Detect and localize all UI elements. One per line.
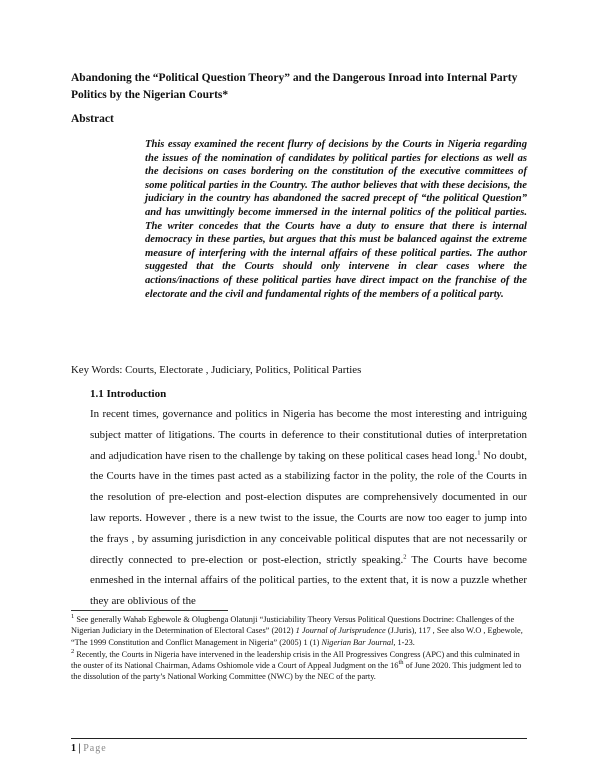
footnote-2 — [71, 649, 527, 683]
keywords: Key Words: Courts, Electorate , Judiciary, Politics, Political Parties — [71, 364, 362, 376]
footnote-2-text-b: of June 2020. This judgment led to the dissolution of the party’s National Working Committee (NWC) by the NEC of the party. — [71, 661, 522, 682]
body-text-2: No doubt, the Courts have in the times past acted as a stabilizing factor in the polity, the role of the Courts in the resolution of pre-election and post-election disputes are comprehensively documented in our law reports. However , there is a new twist to the issue, the Courts are now too eager to jump into the frays , by assuming jurisdiction in any conceivable political disputes that are not necessarily or directly connected to pre-election or post-election, strictly speaking. — [90, 449, 527, 566]
footnote-2-ordinal: th — [398, 659, 404, 667]
footnote-1-text-e: 1-23. — [395, 637, 415, 647]
footnote-1-journal: 1 Journal of Jurisprudence — [295, 626, 386, 636]
abstract-heading: Abstract — [71, 113, 114, 125]
footer-separator: | — [76, 743, 84, 754]
footnote-1-journal-2: Nigerian Bar Journal, — [321, 637, 396, 647]
section-heading: 1.1 Introduction — [90, 388, 167, 400]
body-paragraph — [90, 404, 527, 612]
page-number: 1 — [71, 743, 76, 754]
footnote-ref-1[interactable]: 1 — [477, 448, 481, 456]
abstract-text: This essay examined the recent flurry of decisions by the Courts in Nigeria regarding the issues of the nomination of candidates by political parties for elections as well as the decisions on cases bordering on the constitution of the executive committees of some political parties in the Country. The author believes that with these decisions, the judiciary in the country has abandoned the sacred precept of “the political Question” and has unwittingly become immersed in the internal politics of the political parties. The writer concedes that the Courts have a duty to ensure that there is internal democracy in these parties, but argues that this must be balanced against the extreme measure of interfering with the internal affairs of these political parties. The author suggested that the Courts should only intervene in clear cases where the actions/inactions of these political parties have direct impact on the franchise of the electorate and the civil and fundamental rights of the members of a political party. — [145, 139, 527, 300]
page-label: Page — [83, 743, 107, 754]
footnote-1 — [71, 614, 527, 648]
footnotes — [71, 614, 527, 684]
body-text-3: The Courts have become enmeshed in the internal affairs of the political parties, to the extent that, it is now a puzzle whether they are oblivious of the — [90, 553, 527, 608]
footnote-1-number: 1 — [71, 613, 75, 621]
footnote-2-number: 2 — [71, 648, 75, 656]
footer-divider — [71, 738, 527, 739]
body-text-1: In recent times, governance and politics in Nigeria has become the most interesting and intriguing subject matter of litigations. The courts in deference to their constitutional duties of interpretation and adjudication have risen to the challenge by taking on these political cases head long. — [90, 408, 527, 462]
footnote-divider — [71, 610, 228, 611]
footnote-1-text-a: See generally Wahab Egbewole & Olugbenga Olatunji “Justiciability Theory Versus Political Questions Doctrine: Challenges of the Nigerian Judiciary in the Determination of Electoral Cases” (2012) — [71, 615, 515, 636]
footnote-2-text-a: Recently, the Courts in Nigeria have intervened in the leadership crisis in the All Progressives Congress (APC) and this culminated in the ouster of its National Chairman, Adams Oshiomole vide a Court of Appeal Judgment on the 16 — [71, 649, 520, 671]
page-footer — [71, 743, 107, 754]
footnote-1-text-c: (J.Juris), 117 , See also W.O , Egbewole, “The 1999 Constitution and Conflict Management in Nigeria” (2005) 1 (1) — [71, 626, 523, 647]
paper-title: Abandoning the “Political Question Theory” and the Dangerous Inroad into Internal Party Politics by the Nigerian Courts* — [71, 72, 518, 101]
footnote-ref-2[interactable]: 2 — [403, 552, 407, 560]
